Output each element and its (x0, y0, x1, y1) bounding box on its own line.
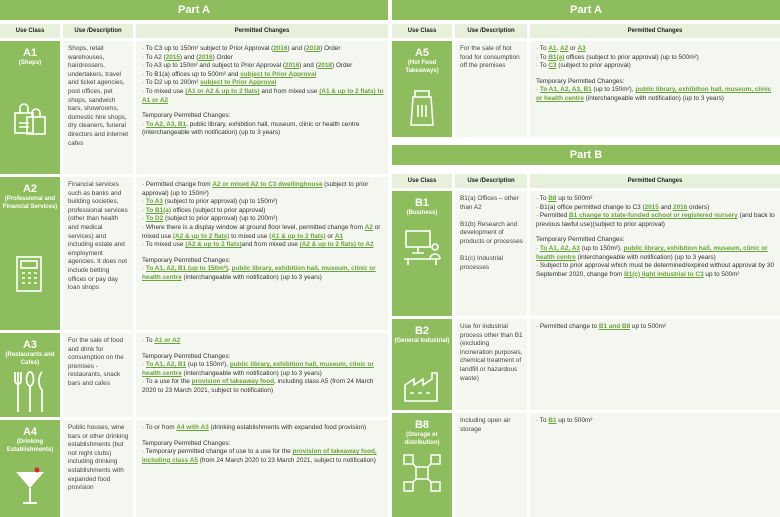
class-b1-changes: · To B8 up to 500m² · B1(a) office permitted change to C3 (2015 and 2016 orders) · Permitted B1 change to state-funded school or registered nursery (and back to previous lawful use)(subject to prior approval) Temporary Permitted Changes: · To A1, A2, A3 (up to 150m²), public library, exhibition hall, museum, clinic or health centre (interchangeable with notification) (up to 3 years) · Subject to prior approval which must be determined/expired without approval by 30 September 2020, change from B1(c) light industrial to C3 up to 500m² (530, 191, 780, 316)
temp-changes-heading: Temporary Permitted Changes: (536, 236, 625, 244)
class-a1-changes: · To C3 up to 150m² subject to Prior Approval (2016) and (2018) Order · To A2 (2015) and (2016) Order · To A3 up to 150m² and subject to Prior Approval (2016) and (2018) Order · To B1(a) offices up to 500m² and subject to Prior Approval · To D2 up to 200m² subject to Prior Approval · To mixed use (A1 or A2 & up to 2 flats) and from mixed use (A1 & up to 2 flats) to A1 or A2 Temporary Permitted Changes: · To A2, A3, B1, public library, exhibition hall, museum, clinic or health centre (interchangeable with notification) (up to 3 years) (136, 41, 388, 174)
class-a1-description: Shops, retail warehouses, hairdressers, undertakers, travel and ticket agencies, post offices, pet shops, sandwich bars, showrooms, domestic hire shops, dry cleaners, funeral directors and internet cafes (63, 41, 133, 174)
class-code: A1 (22, 47, 38, 59)
class-b2-changes: · Permitted change to B1 and B8 up to 500m² (530, 319, 780, 410)
class-name: (Storage or distribution) (404, 432, 440, 446)
class-name: (Restaurants and Cafes) (5, 352, 55, 366)
link[interactable]: 2016 (198, 53, 213, 61)
link[interactable]: A1 (548, 45, 557, 52)
link[interactable]: 2015 (644, 203, 659, 211)
link[interactable]: public library, exhibition hall, museum, clinic or health centre (142, 265, 376, 281)
link[interactable]: B1(a) (548, 53, 565, 61)
class-a4-changes: · To or from A4 with A3 (drinking establishments with expanded food provision) Temporary Permitted Changes: · Temporary permitted change of use to a use for the provision of takeaway food, including class A5 (from 24 March 2020 to 23 March 2021, subject to notification) (136, 420, 388, 517)
temp-changes-heading: Temporary Permitted Changes: (142, 352, 231, 360)
link[interactable]: subject to Prior Approval (240, 70, 317, 78)
col-permitted-changes: Permitted Changes (136, 24, 388, 38)
temp-changes-heading: Temporary Permitted Changes: (142, 439, 231, 447)
link[interactable]: 2016 (673, 203, 688, 211)
link[interactable]: (A2 & up to 2 flats) (172, 232, 230, 240)
col-use-class: Use Class (392, 174, 452, 188)
link[interactable]: B8 (548, 195, 557, 202)
link[interactable]: To A1, A2, A3 (539, 244, 580, 252)
link[interactable]: (A1 & up to 2 flats) (269, 232, 326, 240)
link[interactable]: A4 with A3 (176, 424, 209, 431)
class-code: A5 (414, 47, 430, 59)
link[interactable]: public library, exhibition hall, museum, clinic or health centre (536, 86, 772, 102)
link[interactable]: (A1 & up to 2 flats) to A1 or A2 (142, 87, 384, 104)
temp-changes-heading: Temporary Permitted Changes: (536, 77, 625, 85)
link[interactable]: public library, exhibition hall, museum, clinic or health centre (142, 361, 374, 377)
link[interactable]: To A1, A2, A3, B1 (539, 86, 592, 94)
takeaway-bag-icon (407, 87, 437, 127)
col-use-class: Use Class (392, 24, 452, 38)
class-name: (Business) (406, 210, 438, 216)
link[interactable]: C3 (548, 62, 557, 70)
link[interactable]: To A3 (145, 198, 163, 206)
class-a5-cell (392, 41, 452, 137)
class-a2-cell (0, 177, 60, 330)
link[interactable]: To D2 (145, 215, 164, 223)
col-permitted-changes: Permitted Changes (530, 174, 780, 188)
class-b8-description: Including open air storage (455, 413, 527, 517)
link[interactable]: 2018 (317, 62, 332, 70)
link[interactable]: public library, exhibition hall, museum, clinic or health centre (536, 244, 768, 261)
link[interactable]: To B1(a) (145, 206, 171, 214)
factory-icon (402, 369, 442, 403)
link[interactable]: A3 (577, 45, 586, 52)
class-code: A2 (22, 183, 38, 195)
link[interactable]: A1 (334, 232, 344, 240)
class-a3-cell (0, 333, 60, 417)
class-code: B1 (414, 197, 430, 209)
link[interactable]: (A2 & up to 2 flats) (185, 241, 242, 249)
temp-changes-heading: Temporary Permitted Changes: (142, 112, 231, 120)
class-a4-description: Public houses, wine bars or other drinking establishments (but not night clubs) including drinking establishments with expanded food provision (63, 420, 133, 517)
class-b1-cell (392, 191, 452, 316)
class-a4-cell (0, 420, 60, 517)
class-b8-cell (392, 413, 452, 517)
link[interactable]: A2 (560, 45, 569, 52)
class-b8-changes: · To B1 up to 500m² (530, 413, 780, 517)
class-code: B2 (414, 325, 430, 337)
class-code: A3 (22, 339, 38, 351)
col-description: Use /Description (455, 24, 527, 38)
link[interactable]: A2 or mixed A2 to C3 dwellinghouse (212, 181, 323, 188)
class-a5-changes: · To A1, A2 or A3 · To B1(a) offices (subject to prior approval) (up to 500m²) · To C3 (subject to prior approval) Temporary Permitted Changes: · To A1, A2, A3, B1 (up to 150m²), public library, exhibition hall, museum, clinic or health centre (interchangeable with notification) (up to 3 years) (530, 41, 780, 137)
class-code: A4 (22, 426, 38, 438)
col-permitted-changes: Permitted Changes (530, 24, 780, 38)
link[interactable]: B1 and B8 (598, 323, 631, 330)
class-a2-description: Financial services such as banks and building societies, professional services (other than health and medical services) and including estate and employment agencies. It does not include betting offices or pay day loan shops (63, 177, 133, 330)
class-code: B8 (414, 419, 430, 431)
calculator-icon (13, 255, 47, 295)
link[interactable]: B1 change to state-funded school or registered nursery (569, 212, 738, 220)
shopping-bags-icon (12, 99, 48, 137)
link[interactable]: 2018 (306, 45, 321, 52)
link[interactable]: 2015 (165, 53, 180, 61)
class-name: (General Industrial) (394, 338, 450, 344)
distribution-icon (402, 453, 442, 493)
cocktail-glass-icon (13, 466, 47, 506)
link[interactable]: To A1, A2, B1 (145, 361, 187, 369)
class-name: (Professional and Financial Services) (2, 196, 58, 210)
link[interactable]: provision of takeaway food (191, 378, 275, 386)
link[interactable]: (A1 or A2 & up to 2 flats) (185, 87, 260, 95)
class-a2-changes: · Permitted change from A2 or mixed A2 to C3 dwellinghouse (subject to prior approval) (up to 150m²) · To A3 (subject to prior approval) (up to 150m²) · To B1(a) offices (subject to prior approval) · To D2 (subject to prior approval) (up to 200m²) · Where there is a display window at ground floor level, permitted change from A2 or mixed use (A2 & up to 2 flats) to mixed use (A1 & up to 2 flats) or A1 · To mixed use (A2 & up to 2 flats)and from mixed use (A2 & up to 2 flats) to A2 Temporary Permitted Changes: · To A1, A2, B1 (up to 150m²), public library, exhibition hall, museum, clinic or health centre (interchangeable with notification) (up to 3 years) (136, 177, 388, 330)
link[interactable]: To A1, A2, B1 (up to 150m²) (145, 265, 229, 273)
col-use-class: Use Class (0, 24, 60, 38)
link[interactable]: B1(c) light industrial to C3 (624, 270, 704, 278)
link[interactable]: 2016 (273, 45, 288, 52)
class-b1-description: B1(a) Offices – other than A2 B1(b) Research and development of products or processes B1(c) Industrial processes (455, 191, 527, 316)
part-a-header-left: Part A (0, 0, 388, 20)
link[interactable]: subject to Prior Approval (200, 79, 277, 87)
link[interactable]: A2 (364, 223, 373, 231)
class-b2-cell (392, 319, 452, 410)
col-description: Use /Description (63, 24, 133, 38)
class-b2-description: Use for industrial process other than B1 (excluding incineration purposes, chemical treatment of landfill or hazardous waste) (455, 319, 527, 410)
link[interactable]: A1 or A2 (154, 337, 181, 344)
part-a-header-right: Part A (392, 0, 780, 20)
col-description: Use /Description (455, 174, 527, 188)
link[interactable]: (A2 & up to 2 flats) to A2 (299, 241, 374, 249)
cutlery-icon (11, 370, 49, 414)
class-name: (Shops) (18, 60, 42, 66)
part-b-header: Part B (392, 145, 780, 165)
link[interactable]: provision of takeaway food, including class A5 (142, 448, 377, 464)
class-a3-changes: · To A1 or A2 Temporary Permitted Changes: · To A1, A2, B1 (up to 150m²), public library, exhibition hall, museum, clinic or health centre (interchangeable with notification) (up to 3 years) · To a use for the provision of takeaway food, including class A5 (from 24 March 2020 to 23 March 2021, subject to notification) (136, 333, 388, 417)
class-a5-description: For the sale of hot food for consumption off the premises (455, 41, 527, 137)
link[interactable]: 2016 (285, 62, 300, 70)
temp-changes-heading: Temporary Permitted Changes: (142, 256, 231, 264)
class-a1-cell (0, 41, 60, 174)
class-a3-description: For the sale of food and drink for consumption on the premises - restaurants, snack bars and cafes (63, 333, 133, 417)
class-name: (Hot Food Takeaways) (405, 60, 439, 74)
office-desk-icon (402, 227, 442, 267)
class-name: (Drinking Establishments) (6, 439, 54, 453)
link[interactable]: B1 (548, 417, 557, 424)
link[interactable]: To A2, A3, B1 (145, 120, 187, 128)
